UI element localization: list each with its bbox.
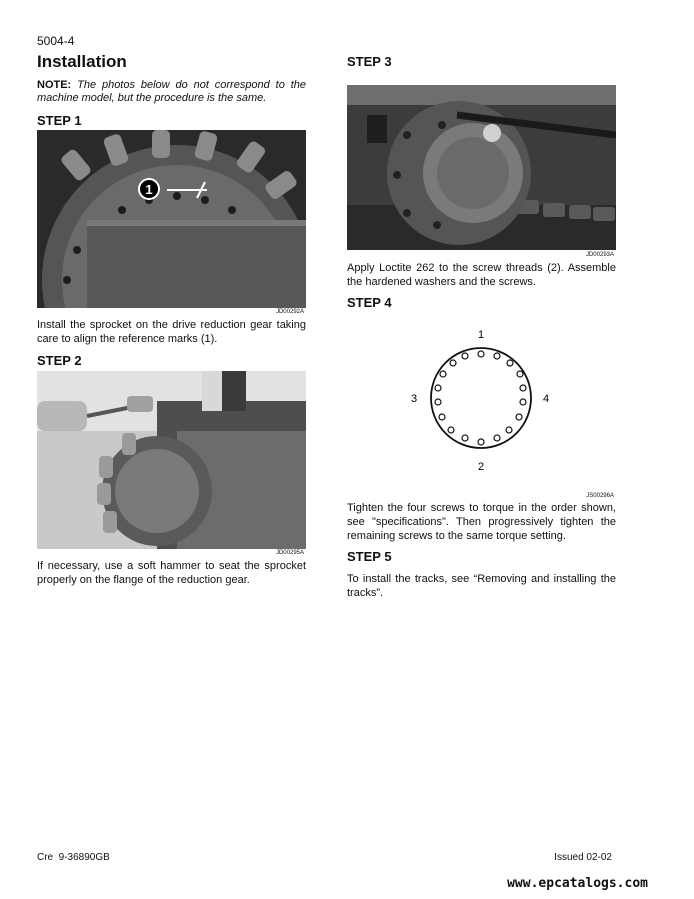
- order-label-top: 1: [477, 329, 485, 341]
- bolt-pattern-diagram: [347, 322, 616, 494]
- step-4-heading: STEP 4: [347, 295, 392, 310]
- step-2-text: If necessary, use a soft hammer to seat the sprocket properly on the flange of the reduction gear.: [37, 560, 306, 586]
- step-2-figure-code: JD00295A: [275, 550, 304, 556]
- footer-doc-code: Cre 9-36890GB: [37, 852, 110, 863]
- note-text: The photos below do not correspond to the machine model, but the procedure is the same.: [37, 79, 307, 104]
- footer-issue-date: Issued 02-02: [554, 852, 612, 863]
- step-1-figure-code: JD00292A: [275, 309, 304, 315]
- step-2-heading: STEP 2: [37, 353, 82, 368]
- watermark-url[interactable]: www.epcatalogs.com: [507, 876, 648, 891]
- order-label-left: 3: [410, 393, 418, 405]
- step-1-heading: STEP 1: [37, 113, 82, 128]
- callout-1: 1: [145, 182, 153, 197]
- page-title: Installation: [37, 52, 127, 71]
- step-1-photo: [37, 130, 306, 308]
- page-number: 5004-4: [37, 34, 75, 48]
- step-3-photo: [347, 85, 616, 250]
- note: [37, 79, 306, 105]
- step-2-photo: [37, 371, 306, 549]
- step-4-figure-code: JS00296A: [586, 493, 614, 499]
- order-label-right: 4: [542, 393, 550, 405]
- step-3-text: Apply Loctite 262 to the screw threads (2). Assemble the hardened washers and the screws.: [347, 262, 616, 288]
- flange-circle: [431, 348, 531, 448]
- step-3-figure-code: JD00293A: [585, 252, 614, 258]
- step-4-text: Tighten the four screws to torque in the order shown, see "specifications". Then progressively tighten the remaining screws to the same torque setting.: [347, 502, 616, 542]
- step-5-heading: STEP 5: [347, 549, 392, 564]
- step-3-heading: STEP 3: [347, 54, 392, 69]
- step-5-text: To install the tracks, see “Removing and installing the tracks”.: [347, 573, 616, 599]
- note-label: NOTE:: [37, 79, 72, 91]
- step-1-text: Install the sprocket on the drive reduction gear taking care to align the reference marks (1).: [37, 319, 306, 345]
- order-label-bottom: 2: [477, 461, 485, 473]
